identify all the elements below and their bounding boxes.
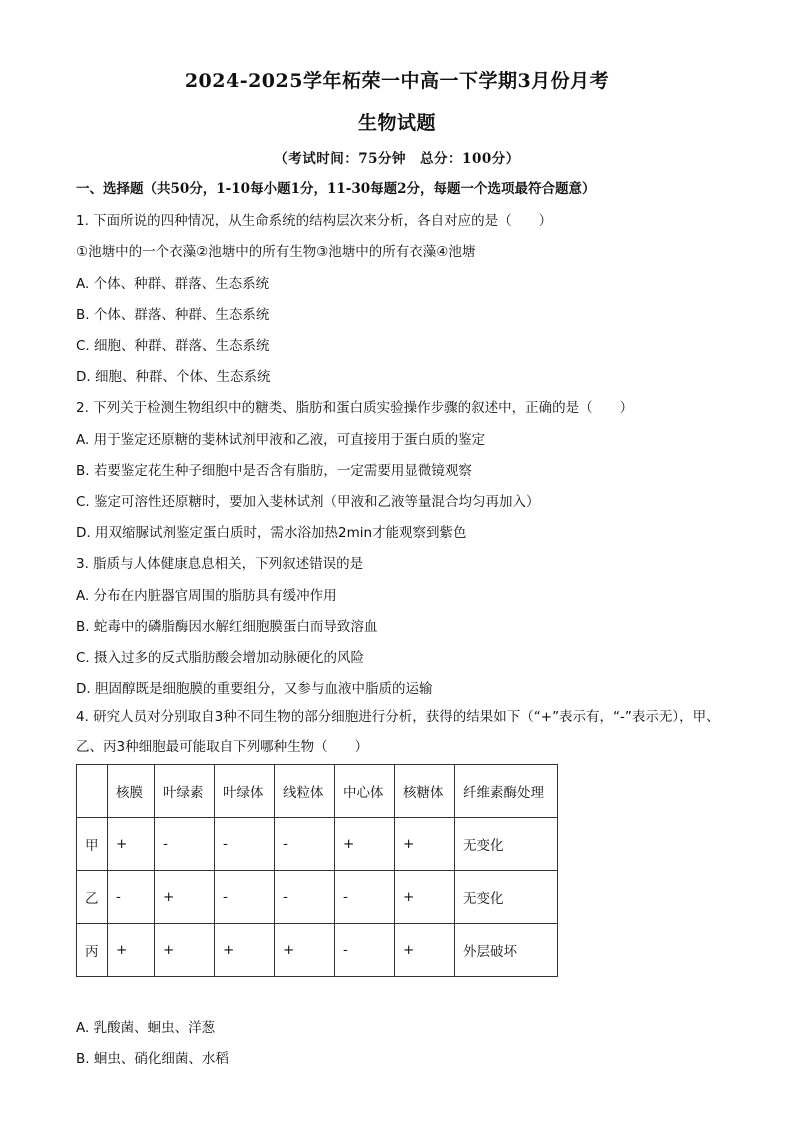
q2-stem: 2. 下列关于检测生物组织中的糖类、脂肪和蛋白质实验操作步骤的叙述中，正确的是（ ） [76, 400, 634, 416]
table-cell: - [335, 871, 395, 924]
q1-option-d: D. 细胞、种群、个体、生态系统 [76, 369, 271, 385]
table-cell: - [275, 818, 335, 871]
table-cell: - [275, 871, 335, 924]
table-header-cell: 叶绿体 [215, 765, 275, 818]
table-cell: + [395, 871, 455, 924]
table-cell: + [395, 818, 455, 871]
section-heading: 一、选择题（共50分，1-10每小题1分，11-30每题2分，每题一个选项最符合题意） [76, 181, 596, 197]
q1-option-a: A. 个体、种群、群落、生态系统 [76, 276, 270, 292]
table-row-label: 乙 [77, 871, 108, 924]
q2-option-a: A. 用于鉴定还原糖的斐林试剂甲液和乙液，可直接用于蛋白质的鉴定 [76, 432, 486, 448]
table-row-label: 甲 [77, 818, 108, 871]
table-cell: - [335, 924, 395, 977]
table-cell: - [108, 871, 155, 924]
table-row [77, 818, 558, 871]
table-cell: + [215, 924, 275, 977]
q4-option-b: B. 蛔虫、硝化细菌、水稻 [76, 1051, 229, 1067]
table-cell: + [275, 924, 335, 977]
exam-title: 2024-2025学年柘荣一中高一下学期3月份月考 [184, 70, 610, 92]
q1-option-b: B. 个体、群落、种群、生态系统 [76, 307, 270, 323]
table-cell: + [155, 924, 215, 977]
table-cell: + [108, 924, 155, 977]
q1-stem: 1. 下面所说的四种情况，从生命系统的结构层次来分析，各自对应的是（ ） [76, 213, 553, 229]
table-row [77, 871, 558, 924]
q2-option-c: C. 鉴定可溶性还原糖时，要加入斐林试剂（甲液和乙液等量混合均匀再加入） [76, 494, 540, 510]
table-cell: + [155, 871, 215, 924]
table-header-cell: 纤维素酶处理 [455, 765, 558, 818]
table-header-row [77, 765, 558, 818]
table-cell: 无变化 [455, 818, 558, 871]
q1-option-c: C. 细胞、种群、群落、生态系统 [76, 338, 270, 354]
q1-sub: ①池塘中的一个衣藻②池塘中的所有生物③池塘中的所有衣藻④池塘 [76, 244, 476, 260]
table-header-cell: 核糖体 [395, 765, 455, 818]
table-row [77, 924, 558, 977]
exam-info: （考试时间：75分钟 总分：100分） [274, 151, 520, 167]
q3-option-d: D. 胆固醇既是细胞膜的重要组分，又参与血液中脂质的运输 [76, 681, 433, 697]
q2-option-d: D. 用双缩脲试剂鉴定蛋白质时，需水浴加热2min才能观察到紫色 [76, 525, 467, 541]
table-header-cell: 线粒体 [275, 765, 335, 818]
q2-option-b: B. 若要鉴定花生种子细胞中是否含有脂肪，一定需要用显微镜观察 [76, 463, 472, 479]
table-header-cell: 核膜 [108, 765, 155, 818]
table-header-cell [77, 765, 108, 818]
table-cell: + [335, 818, 395, 871]
subject-title: 生物试题 [357, 112, 436, 134]
table-cell: - [215, 871, 275, 924]
q4-option-a: A. 乳酸菌、蛔虫、洋葱 [76, 1020, 216, 1036]
table-row-label: 丙 [77, 924, 108, 977]
q3-option-c: C. 摄入过多的反式脂肪酸会增加动脉硬化的风险 [76, 650, 365, 666]
table-cell: + [395, 924, 455, 977]
table-cell: - [155, 818, 215, 871]
cell-analysis-table [76, 764, 558, 977]
table-cell: 无变化 [455, 871, 558, 924]
table-cell: - [215, 818, 275, 871]
table-header-cell: 叶绿素 [155, 765, 215, 818]
q3-option-b: B. 蛇毒中的磷脂酶因水解红细胞膜蛋白而导致溶血 [76, 619, 378, 635]
table-header-cell: 中心体 [335, 765, 395, 818]
q4-stem: 4. 研究人员对分别取自3种不同生物的部分细胞进行分析，获得的结果如下（“+”表示有，“-”表示无），甲、乙、丙3种细胞最可能取自下列哪种生物（ ） [76, 709, 720, 755]
q3-stem: 3. 脂质与人体健康息息相关，下列叙述错误的是 [76, 556, 364, 572]
table-cell: + [108, 818, 155, 871]
table-cell: 外层破坏 [455, 924, 558, 977]
q3-option-a: A. 分布在内脏器官周围的脂肪具有缓冲作用 [76, 588, 337, 604]
